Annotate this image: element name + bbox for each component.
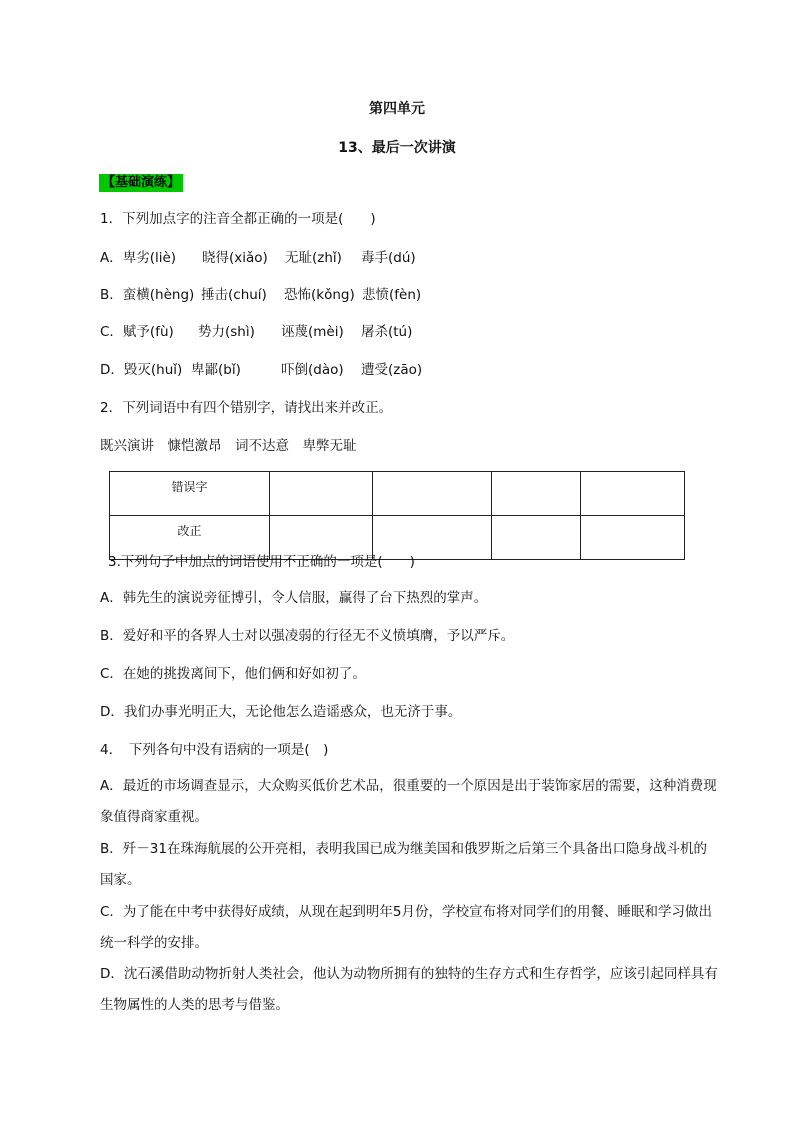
- unit-title: 第四单元: [369, 101, 425, 117]
- q3-option-d: D．我们办事光明正大，无论他怎么造谣惑众，也无济于事。: [100, 704, 462, 720]
- q4-stem: 4． 下列各句中没有语病的一项是( ): [100, 742, 329, 758]
- q1-option-d: [100, 361, 422, 379]
- q1-option-b: [100, 286, 421, 304]
- q1-stem: 1．下列加点字的注音全都正确的一项是( ): [100, 211, 376, 227]
- q3-option-b: B．爱好和平的各界人士对以强凌弱的行径无不义愤填膺，予以严斥。: [100, 628, 515, 644]
- q1-d-2: 卑鄙(bǐ): [191, 362, 241, 378]
- q1-b-4: 悲愤(fèn): [362, 287, 422, 303]
- q1-b-3: 恐怖(kǒng): [284, 287, 355, 303]
- q1-c-2: 势力(shì): [198, 324, 255, 340]
- q1-a-4: 毒手(dú): [361, 250, 416, 266]
- q1-b-1: B．蛮横(hèng): [100, 287, 195, 303]
- q1-c-4: 屠杀(tú): [361, 324, 413, 340]
- table-cell-blank[interactable]: [492, 472, 581, 516]
- lesson-title: 13、最后一次讲演: [338, 140, 456, 156]
- q1-a-3: 无耻(zhǐ): [285, 250, 342, 266]
- q1-a-1: A．卑劣(liè): [100, 250, 177, 266]
- q1-d-1: D．毁灭(huǐ): [100, 362, 183, 378]
- q4-option-a: A．最近的市场调查显示，大众购买低价艺术品，很重要的一个原因是出于装饰家居的需要，这种消费现象值得商家重视。: [100, 778, 717, 825]
- q4-option-b: B．歼－31在珠海航展的公开亮相，表明我国已成为继美国和俄罗斯之后第三个具备出口隐身战斗机的国家。: [100, 841, 707, 888]
- table-cell-blank[interactable]: [581, 472, 685, 516]
- table-cell-label: 改正: [110, 516, 270, 560]
- q1-a-2: 晓得(xiǎo): [202, 250, 268, 266]
- q4-option-c: C．为了能在中考中获得好成绩，从现在起到明年5月份，学校宣布将对同学们的用餐、睡眠和学习做出统一科学的安排。: [100, 904, 713, 951]
- q2-words: 既兴演讲 慷恺激昂 词不达意 卑弊无耻: [100, 438, 357, 454]
- table-cell-blank[interactable]: [270, 472, 373, 516]
- q2-stem: 2．下列词语中有四个错别字，请找出来并改正。: [100, 400, 393, 416]
- table-cell-label: 错误字: [110, 472, 270, 516]
- table-cell-blank[interactable]: [373, 472, 492, 516]
- q1-b-2: 捶击(chuí): [201, 287, 267, 303]
- q3-option-c: C．在她的挑拨离间下，他们俩和好如初了。: [100, 666, 366, 682]
- q1-c-1: C．赋予(fù): [100, 324, 174, 340]
- table-cell-blank[interactable]: [581, 516, 685, 560]
- q1-option-a: [100, 249, 416, 267]
- q1-d-4: 遭受(zāo): [361, 362, 423, 378]
- q1-c-3: 诬蔑(mèi): [281, 324, 344, 340]
- table-cell-blank[interactable]: [492, 516, 581, 560]
- q1-option-c: [100, 323, 412, 341]
- table-row: [110, 472, 685, 516]
- q4-option-d: D．沈石溪借助动物折射人类社会，他认为动物所拥有的独特的生存方式和生存哲学，应该引起同样具有生物属性的人类的思考与借鉴。: [100, 966, 718, 1013]
- q3-stem: 3.下列句子中加点的词语使用不正确的一项是( ): [108, 554, 415, 570]
- correction-table: [109, 471, 685, 560]
- section-tag: 【基础演练】: [99, 174, 183, 192]
- q1-d-3: 吓倒(dào): [281, 362, 344, 378]
- q3-option-a: A．韩先生的演说旁征博引，令人信服，赢得了台下热烈的掌声。: [100, 590, 488, 606]
